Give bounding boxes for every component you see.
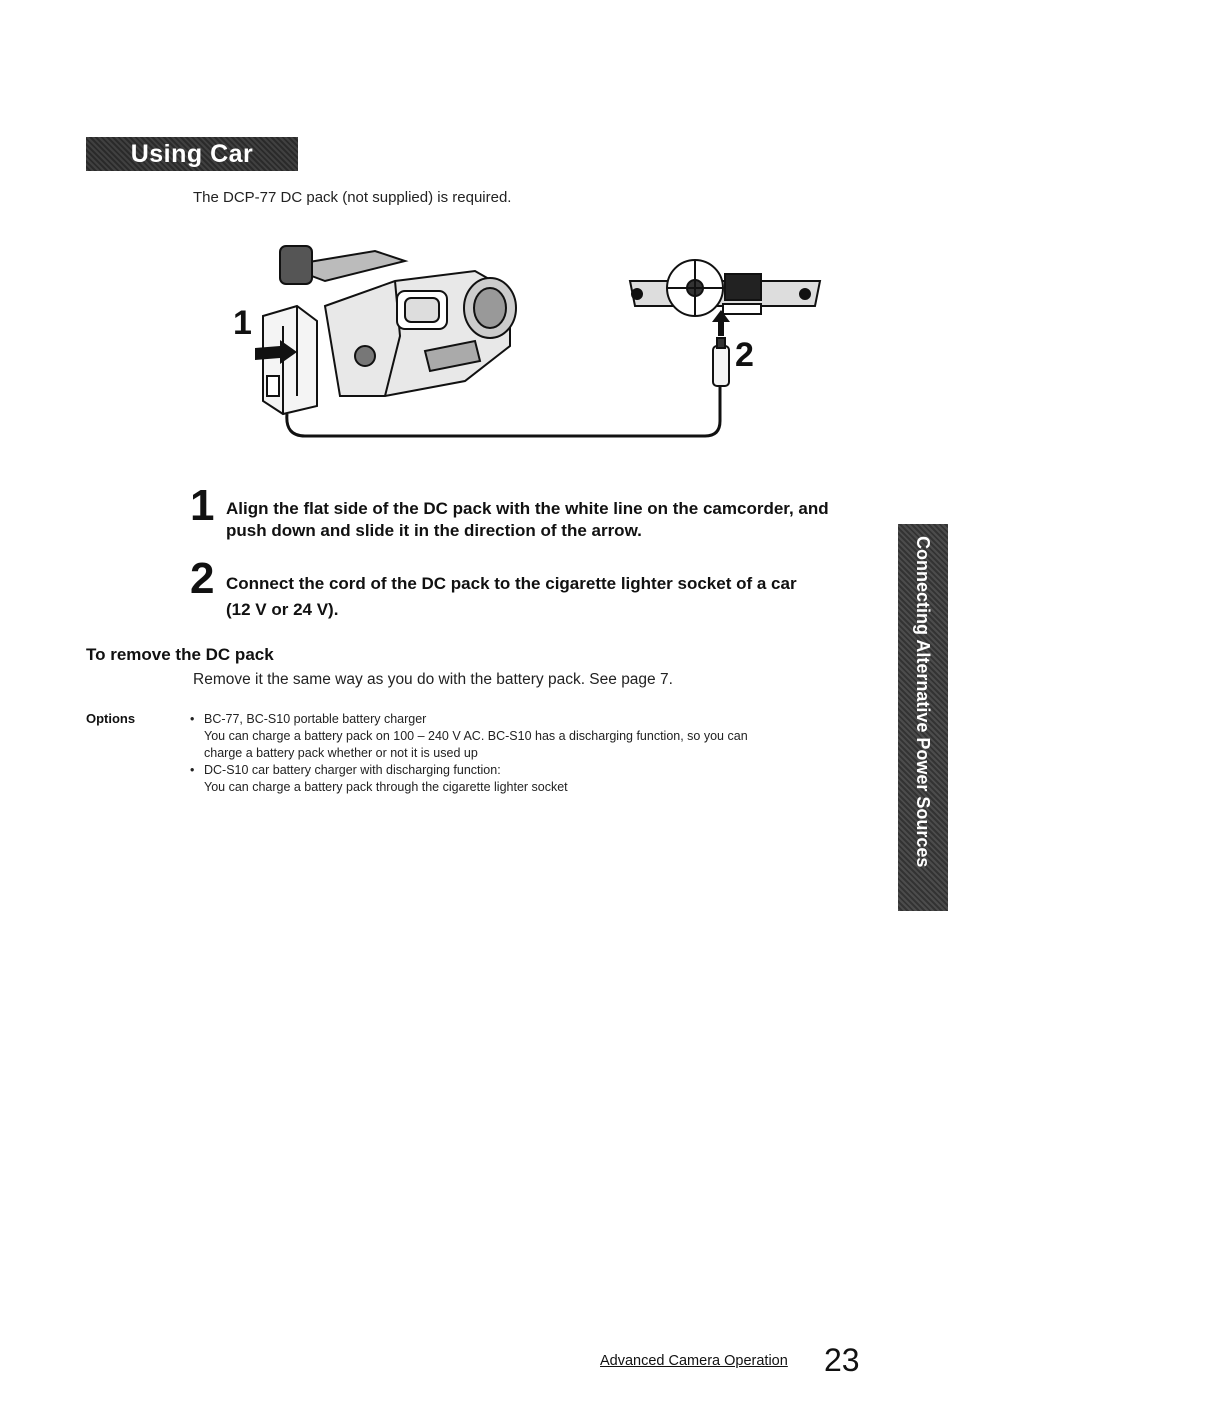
remove-heading: To remove the DC pack bbox=[86, 645, 274, 664]
step-text-line: push down and slide it in the direction of the arrow. bbox=[226, 521, 642, 540]
option-detail: You can charge a battery pack through the cigarette lighter socket bbox=[204, 780, 568, 794]
options-label: Options bbox=[86, 711, 136, 726]
step-number: 1 bbox=[190, 481, 215, 530]
options-list bbox=[190, 711, 870, 796]
step-text-line: Connect the cord of the DC pack to the cigarette lighter socket of a car bbox=[226, 574, 797, 593]
option-title: • DC-S10 car battery charger with discharging function: bbox=[204, 763, 501, 777]
option-title: • BC-77, BC-S10 portable battery charger bbox=[204, 712, 427, 726]
option-detail: charge a battery pack whether or not it is used up bbox=[204, 746, 478, 760]
chapter-side-tab-label: Connecting Alternative Power Sources bbox=[913, 536, 933, 868]
step-text-line: Align the flat side of the DC pack with the white line on the camcorder, and bbox=[226, 499, 829, 518]
intro-text: The DCP-77 DC pack (not supplied) is required. bbox=[193, 189, 512, 206]
option-detail: You can charge a battery pack on 100 – 240 V AC. BC-S10 has a discharging function, so you can bbox=[204, 729, 748, 743]
step-number: 2 bbox=[190, 554, 215, 603]
page-number: 23 bbox=[824, 1342, 860, 1378]
car-dashboard-illustration bbox=[630, 260, 820, 316]
callout-2: 2 bbox=[735, 336, 754, 374]
section-title: Using Car Battery bbox=[86, 137, 298, 171]
chapter-side-tab bbox=[898, 524, 948, 911]
setup-illustration bbox=[225, 236, 845, 451]
remove-body: Remove it the same way as you do with the battery pack. See page 7. bbox=[193, 671, 673, 688]
dc-pack-illustration bbox=[263, 306, 317, 414]
callout-1: 1 bbox=[233, 304, 252, 342]
footer-section-title: Advanced Camera Operation bbox=[600, 1353, 788, 1369]
cigarette-plug-illustration bbox=[713, 338, 729, 386]
list-item bbox=[190, 762, 870, 796]
step-text-line: (12 V or 24 V). bbox=[226, 600, 339, 619]
list-item bbox=[190, 711, 870, 762]
setup-figure bbox=[225, 236, 845, 451]
